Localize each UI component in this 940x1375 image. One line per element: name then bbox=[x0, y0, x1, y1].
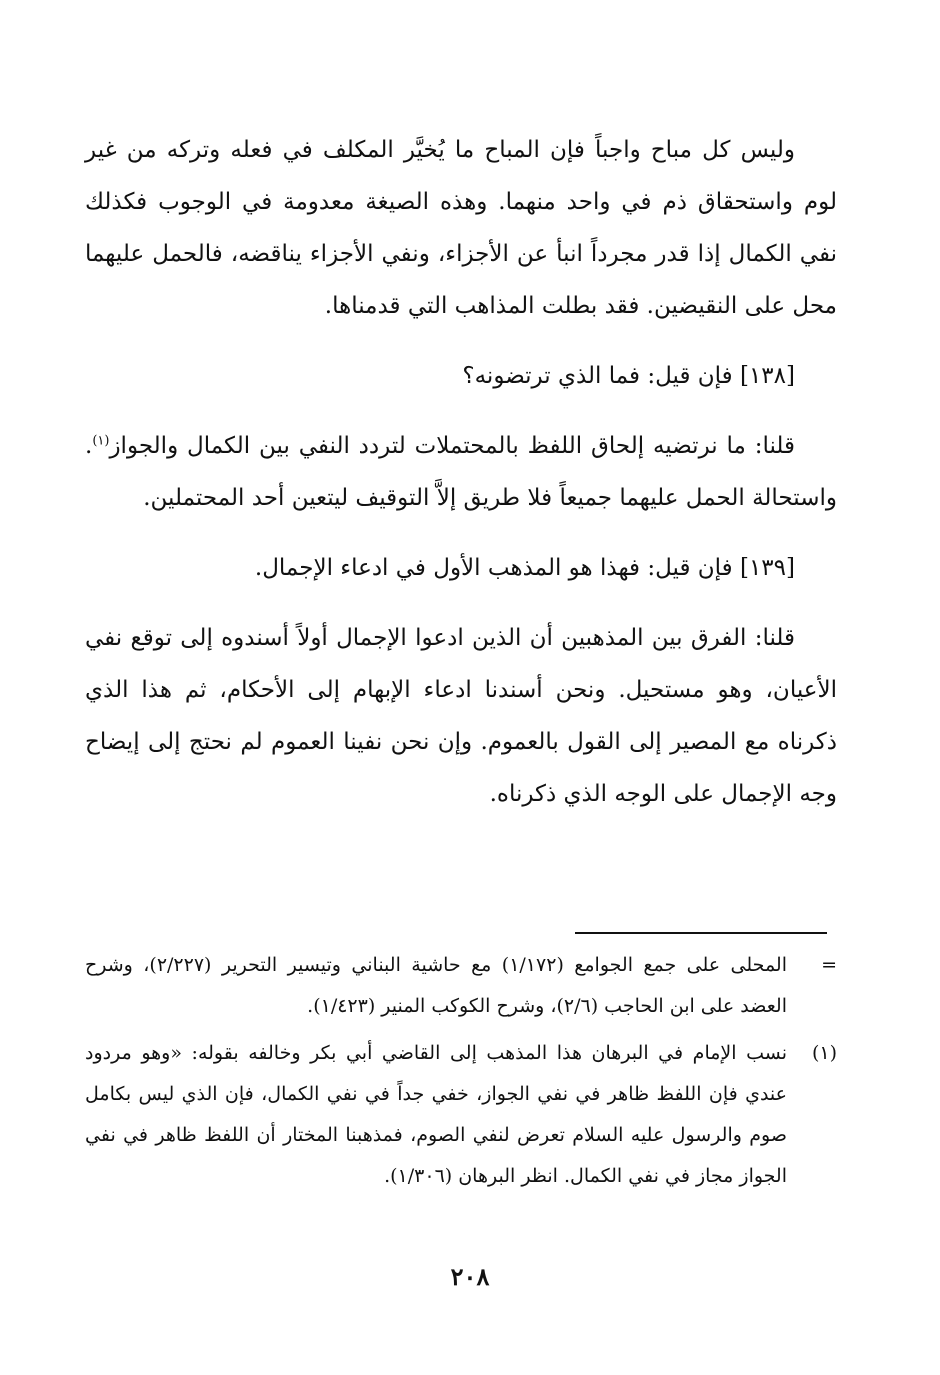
paragraph-3 bbox=[85, 420, 837, 524]
paragraph-3-text-b: . واستحالة الحمل عليهما جميعاً فلا طريق إلاَّ التوقيف ليتعين أحد المحتملين. bbox=[85, 433, 837, 511]
question-139: [١٣٩] فإن قيل: فهذا هو المذهب الأول في ادعاء الإجمال. bbox=[254, 555, 795, 581]
paragraph-3-text-a: قلنا: ما نرتضيه إلحاق اللفظ بالمحتملات لتردد النفي بين الكمال والجواز bbox=[109, 433, 795, 459]
footnote-separator bbox=[575, 932, 827, 934]
footnote-marker: = bbox=[821, 954, 837, 976]
question-138: [١٣٨] فإن قيل: فما الذي ترتضونه؟ bbox=[462, 363, 795, 389]
paragraph-5: قلنا: الفرق بين المذهبين أن الذين ادعوا الإجمال أولاً أسندوه إلى توقع نفي الأعيان، وهو مستحيل. ونحن أسندنا ادعاء الإبهام إلى الأحكام، ثم هذا الذي ذكرناه مع المصير إلى القول بالعموم. وإن نحن نفينا العموم لم نحتج إلى إيضاح وجه الإجمال على الوجه الذي ذكرناه. bbox=[85, 625, 837, 807]
page-number: ٢٠٨ bbox=[450, 1262, 490, 1291]
footnote-continued bbox=[85, 945, 837, 1027]
footnotes bbox=[85, 945, 837, 1203]
paragraph-1: وليس كل مباح واجباً فإن المباح ما يُخيَّر المكلف في فعله وتركه من غير لوم واستحقاق ذم في واحد منهما. وهذه الصيغة معدومة في الوجوب فكذلك نفي الكمال إذا قدر مجرداً انبأ عن الأجزاء، ونفي الأجزاء يناقضه، فالحمل عليهما محل على النقيضين. فقد بطلت المذاهب التي قدمناها. bbox=[85, 137, 837, 319]
footnote-marker: (١) bbox=[811, 1042, 837, 1064]
footnote-text: نسب الإمام في البرهان هذا المذهب إلى القاضي أبي بكر وخالفه بقوله: «وهو مردود عندي فإن اللفظ ظاهر في نفي الجواز، خفي جداً في نفي الكمال، فإن الذي ليس بكامل صوم والرسول عليه السلام تعرض لنفي الصوم، فمذهبنا المختار أن اللفظ ظاهر في نفي الجواز مجاز في نفي الكمال. انظر البرهان (١/٣٠٦). bbox=[85, 1042, 787, 1187]
main-text bbox=[85, 124, 837, 838]
footnote-1 bbox=[85, 1033, 837, 1197]
footnote-ref-1[interactable]: (١) bbox=[92, 433, 110, 449]
footnote-text: المحلى على جمع الجوامع (١/١٧٢) مع حاشية البناني وتيسير التحرير (٢/٢٢٧)، وشرح العضد على ابن الحاجب (٢/٦)، وشرح الكوكب المنير (١/٤٢٣). bbox=[85, 954, 787, 1017]
